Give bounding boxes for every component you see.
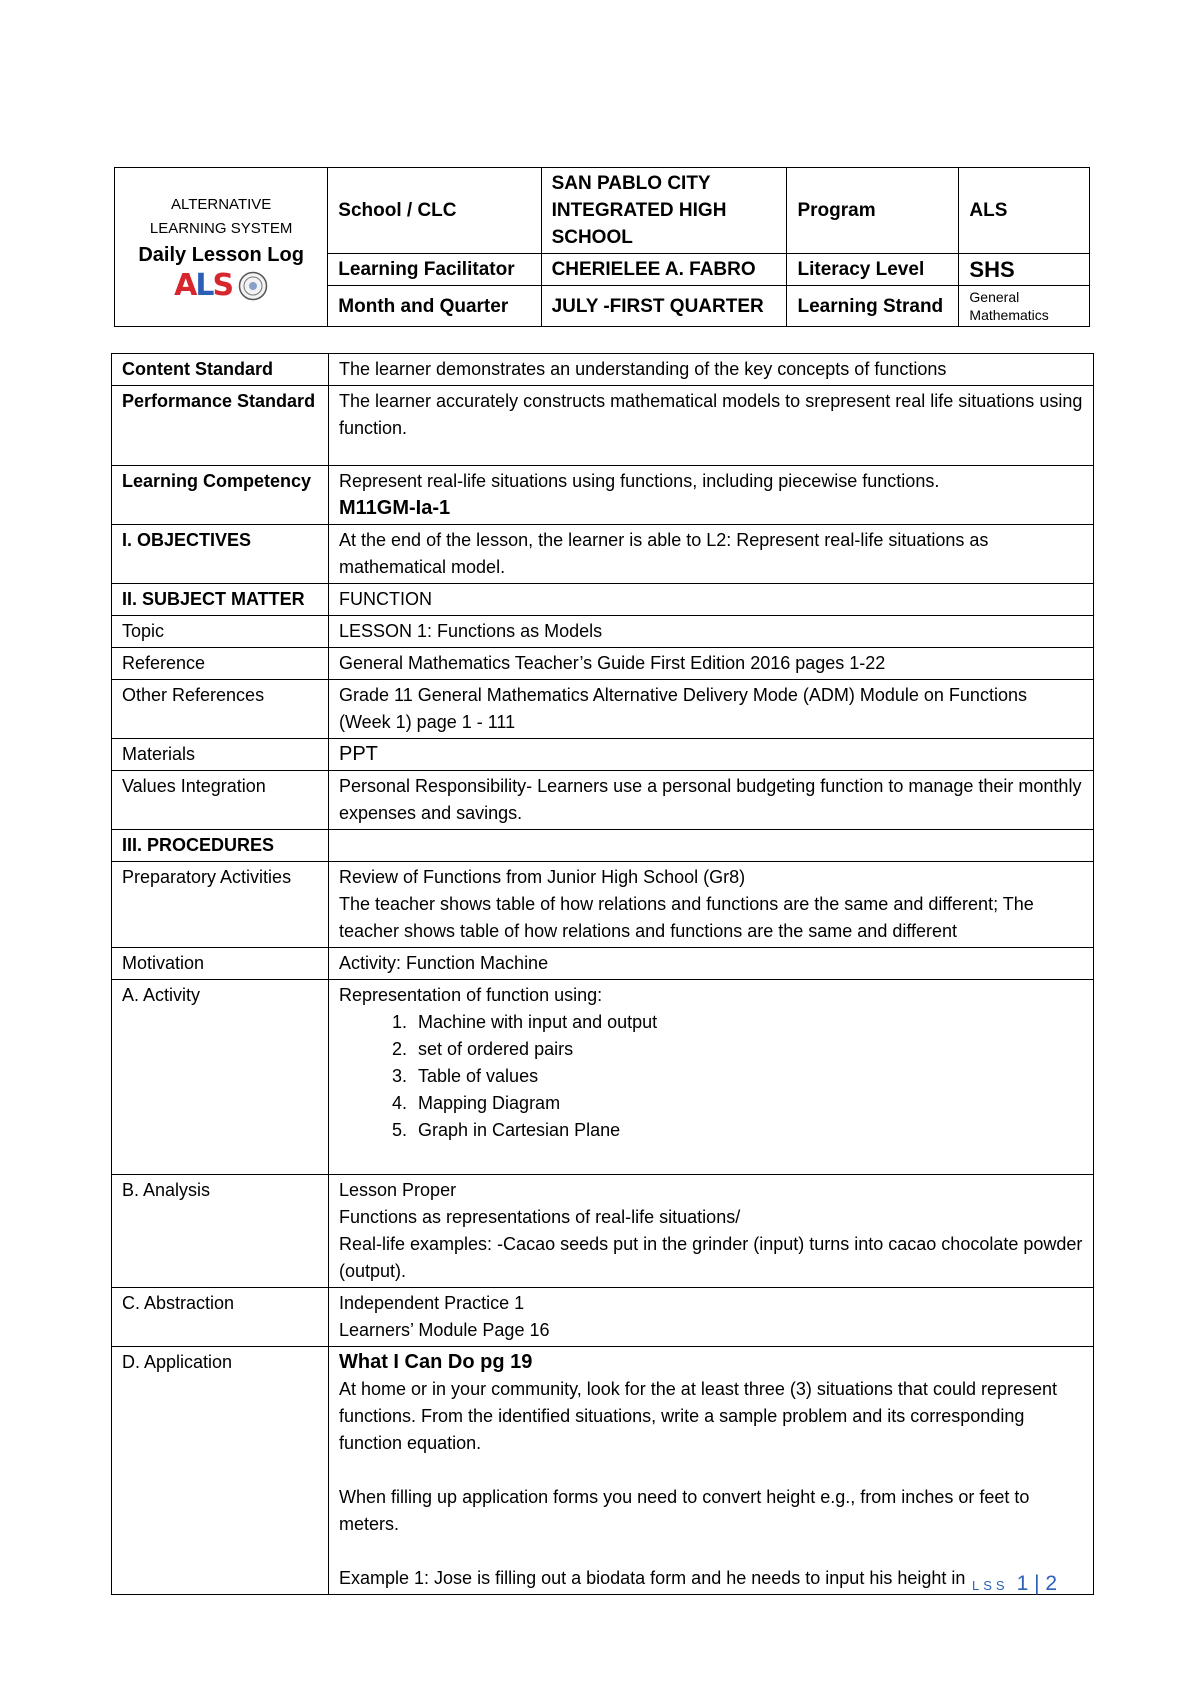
table-row — [112, 680, 1094, 739]
reference-label: Reference — [112, 648, 329, 680]
als-logo-icon: ALS — [174, 268, 233, 303]
table-row — [112, 980, 1094, 1175]
content-standard-value: The learner demonstrates an understanding of the key concepts of functions — [329, 354, 1094, 386]
lesson-table — [111, 353, 1094, 1595]
analysis-cell — [329, 1175, 1094, 1288]
school-value: SAN PABLO CITY INTEGRATED HIGH SCHOOL — [541, 168, 787, 254]
content-standard-label: Content Standard — [112, 354, 329, 386]
application-cell — [329, 1347, 1094, 1595]
table-row — [112, 771, 1094, 830]
values-integration-label: Values Integration — [112, 771, 329, 830]
school-label: School / CLC — [328, 168, 541, 254]
reference-value: General Mathematics Teacher’s Guide First Edition 2016 pages 1-22 — [329, 648, 1094, 680]
application-label: D. Application — [112, 1347, 329, 1595]
footer-lss: LSS — [972, 1578, 1009, 1593]
month-value: JULY -FIRST QUARTER — [541, 286, 787, 327]
abstraction-cell — [329, 1288, 1094, 1347]
analysis-line1: Lesson Proper — [339, 1180, 457, 1200]
learning-competency-cell — [329, 466, 1094, 525]
facilitator-value: CHERIELEE A. FABRO — [541, 254, 787, 286]
table-row — [112, 648, 1094, 680]
table-row — [112, 1288, 1094, 1347]
page-number: 1 | 2 — [1016, 1572, 1058, 1595]
subject-matter-value: FUNCTION — [329, 584, 1094, 616]
preparatory-line1: Review of Functions from Junior High School (Gr8) — [339, 867, 746, 887]
topic-value: LESSON 1: Functions as Models — [329, 616, 1094, 648]
table-row — [112, 948, 1094, 980]
table-row — [112, 1347, 1094, 1595]
activity-cell — [329, 980, 1094, 1175]
preparatory-line2: The teacher shows table of how relations and functions are the same and different; The teacher shows table of how relations and functions are the same and different — [339, 894, 1034, 941]
program-label: Program — [787, 168, 959, 254]
values-integration-value: Personal Responsibility- Learners use a personal budgeting function to manage their monthly expenses and savings. — [329, 771, 1094, 830]
brand-line1: ALTERNATIVE — [170, 196, 272, 213]
literacy-value: SHS — [959, 254, 1090, 286]
application-para1: At home or in your community, look for the at least three (3) situations that could represent functions. From the identified situations, write a sample problem and its corresponding function equation. — [339, 1379, 1058, 1453]
table-row — [112, 616, 1094, 648]
activity-intro: Representation of function using: — [339, 985, 603, 1005]
program-value: ALS — [959, 168, 1090, 254]
motivation-value: Activity: Function Machine — [329, 948, 1094, 980]
abstraction-line1: Independent Practice 1 — [339, 1293, 525, 1313]
table-row — [112, 525, 1094, 584]
application-para3: Example 1: Jose is filling out a biodata form and he needs to input his height in — [339, 1568, 966, 1588]
brand-cell — [115, 168, 328, 327]
logos — [119, 268, 323, 303]
list-item: 5. Graph in Cartesian Plane — [412, 1117, 1083, 1144]
other-references-value: Grade 11 General Mathematics Alternative Delivery Mode (ADM) Module on Functions (Week 1) page 1 - 111 — [329, 680, 1094, 739]
abstraction-label: C. Abstraction — [112, 1288, 329, 1347]
motivation-label: Motivation — [112, 948, 329, 980]
procedures-label: III. PROCEDURES — [112, 830, 329, 862]
topic-label: Topic — [112, 616, 329, 648]
performance-standard-label: Performance Standard — [112, 386, 329, 466]
activity-list — [339, 1009, 1083, 1144]
preparatory-label: Preparatory Activities — [112, 862, 329, 948]
table-row — [112, 830, 1094, 862]
brand-title: Daily Lesson Log — [138, 244, 304, 266]
header-table — [114, 167, 1090, 327]
other-references-label: Other References — [112, 680, 329, 739]
activity-label: A. Activity — [112, 980, 329, 1175]
analysis-line3: Real-life examples: -Cacao seeds put in the grinder (input) turns into cacao chocolate powder (output). — [339, 1234, 1083, 1281]
procedures-value — [329, 830, 1094, 862]
page-footer — [972, 1572, 1057, 1596]
materials-label: Materials — [112, 739, 329, 771]
learning-competency-value: Represent real-life situations using functions, including piecewise functions. — [339, 471, 940, 491]
objectives-value: At the end of the lesson, the learner is able to L2: Represent real-life situations as mathematical model. — [329, 525, 1094, 584]
month-label: Month and Quarter — [328, 286, 541, 327]
table-row — [112, 386, 1094, 466]
table-row — [112, 584, 1094, 616]
table-row — [112, 1175, 1094, 1288]
learning-competency-label: Learning Competency — [112, 466, 329, 525]
materials-value: PPT — [329, 739, 1094, 771]
list-item: 1. Machine with input and output — [412, 1009, 1083, 1036]
strand-value: General Mathematics — [959, 286, 1090, 327]
brand-line2: LEARNING SYSTEM — [149, 220, 293, 237]
application-heading: What I Can Do pg 19 — [339, 1351, 533, 1373]
list-item: 2. set of ordered pairs — [412, 1036, 1083, 1063]
table-row — [112, 466, 1094, 525]
abstraction-line2: Learners’ Module Page 16 — [339, 1320, 550, 1340]
table-row — [112, 354, 1094, 386]
objectives-label: I. OBJECTIVES — [112, 525, 329, 584]
deped-seal-icon — [238, 271, 268, 301]
facilitator-label: Learning Facilitator — [328, 254, 541, 286]
table-row — [112, 862, 1094, 948]
table-row — [112, 739, 1094, 771]
analysis-label: B. Analysis — [112, 1175, 329, 1288]
list-item: 4. Mapping Diagram — [412, 1090, 1083, 1117]
list-item: 3. Table of values — [412, 1063, 1083, 1090]
analysis-line2: Functions as representations of real-life situations/ — [339, 1207, 741, 1227]
preparatory-cell — [329, 862, 1094, 948]
literacy-label: Literacy Level — [787, 254, 959, 286]
performance-standard-value: The learner accurately constructs mathematical models to srepresent real life situations using function. — [329, 386, 1094, 466]
application-para2: When filling up application forms you need to convert height e.g., from inches or feet to meters. — [339, 1487, 1030, 1534]
strand-label: Learning Strand — [787, 286, 959, 327]
learning-competency-code: M11GM-Ia-1 — [339, 497, 451, 519]
subject-matter-label: II. SUBJECT MATTER — [112, 584, 329, 616]
